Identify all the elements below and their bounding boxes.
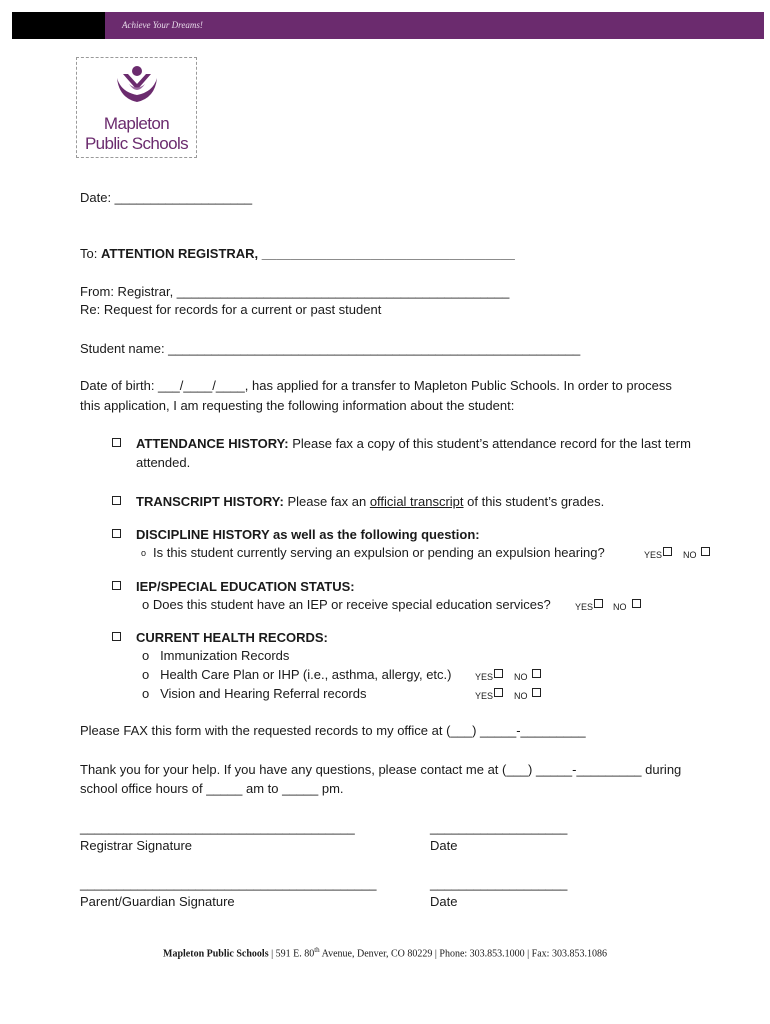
transcript-title: TRANSCRIPT HISTORY:: [136, 494, 284, 509]
discipline-yes-checkbox[interactable]: [663, 547, 672, 556]
iep-yes-label: YES: [575, 602, 594, 612]
logo-emblem-icon: [113, 64, 161, 108]
health-item-care-plan: o Health Care Plan or IHP (i.e., asthma, allergy, etc.): [142, 667, 452, 682]
parent-date-line[interactable]: ___________________: [430, 876, 568, 891]
care-plan-no-checkbox[interactable]: [532, 669, 541, 678]
transcript-checkbox[interactable]: [112, 496, 121, 505]
student-name-field: Student name: _________________________________________________________: [80, 341, 581, 356]
registrar-date-line[interactable]: ___________________: [430, 820, 568, 835]
parent-signature-label: Parent/Guardian Signature: [80, 894, 235, 909]
to-line: [80, 245, 515, 262]
parent-signature-line[interactable]: _________________________________________: [80, 876, 377, 891]
to-value: ATTENTION REGISTRAR, ___________________________________: [100, 246, 515, 261]
iep-yes-checkbox[interactable]: [594, 599, 603, 608]
footer: [0, 946, 770, 959]
dob-line-2: this application, I am requesting the following information about the student:: [80, 398, 515, 413]
re-line: Re: Request for records for a current or past student: [80, 302, 382, 317]
health-checkbox[interactable]: [112, 632, 121, 641]
discipline-no-checkbox[interactable]: [701, 547, 710, 556]
thanks-line-1: Thank you for your help. If you have any questions, please contact me at (___) _____-_________ during: [80, 762, 682, 777]
iep-no-checkbox[interactable]: [632, 599, 641, 608]
to-prefix: To:: [80, 246, 101, 261]
transcript-post: of this student’s grades.: [463, 494, 605, 509]
banner-black-block: [12, 12, 105, 39]
iep-checkbox[interactable]: [112, 581, 121, 590]
logo-line-1: Mapleton: [103, 114, 170, 133]
registrar-signature-line[interactable]: ______________________________________: [80, 820, 355, 835]
iep-no-label: NO: [613, 602, 627, 612]
vision-yes-label: YES: [475, 691, 494, 701]
thanks-line-2: school office hours of _____ am to _____ pm.: [80, 781, 344, 796]
discipline-checkbox[interactable]: [112, 529, 121, 538]
iep-title: IEP/SPECIAL EDUCATION STATUS:: [136, 579, 355, 594]
footer-address-sup: th: [314, 946, 320, 954]
footer-school-name: Mapleton Public Schools: [163, 948, 269, 960]
attendance-line-2: attended.: [136, 455, 191, 470]
footer-address-pre: | 591 E. 80: [268, 948, 315, 960]
vision-yes-checkbox[interactable]: [494, 688, 503, 697]
attendance-line-1: [136, 435, 691, 452]
health-item-immunization: o Immunization Records: [142, 648, 290, 663]
health-title: CURRENT HEALTH RECORDS:: [136, 630, 328, 645]
from-line: From: Registrar, ______________________________________________: [80, 284, 510, 299]
official-transcript-text: official transcript: [369, 494, 464, 509]
discipline-no-label: NO: [683, 550, 697, 560]
footer-address-post: Avenue, Denver, CO 80229 | Phone: 303.853.1000 | Fax: 303.853.1086: [319, 948, 607, 960]
tagline: Achieve Your Dreams!: [122, 20, 203, 30]
parent-date-label: Date: [430, 894, 458, 909]
iep-question: o Does this student have an IEP or receive special education services?: [142, 597, 551, 612]
health-item-vision: o Vision and Hearing Referral records: [142, 686, 367, 701]
transcript-line: [136, 493, 604, 510]
attendance-text: Please fax a copy of this student’s attendance record for the last term: [288, 436, 691, 451]
transcript-pre: Please fax an: [283, 494, 370, 509]
care-plan-yes-checkbox[interactable]: [494, 669, 503, 678]
vision-no-checkbox[interactable]: [532, 688, 541, 697]
date-field: Date: ___________________: [80, 190, 253, 205]
registrar-signature-label: Registrar Signature: [80, 838, 192, 853]
attendance-checkbox[interactable]: [112, 438, 121, 447]
dob-line-1: Date of birth: ___/____/____, has applied for a transfer to Mapleton Public Schools. In order to process: [80, 378, 672, 393]
fax-instruction: Please FAX this form with the requested records to my office at (___) _____-_________: [80, 723, 586, 738]
vision-no-label: NO: [514, 691, 528, 701]
header-banner: [12, 12, 764, 39]
discipline-yes-label: YES: [644, 550, 663, 560]
care-plan-yes-label: YES: [475, 672, 494, 682]
registrar-date-label: Date: [430, 838, 458, 853]
attendance-title: ATTENDANCE HISTORY:: [136, 436, 289, 451]
care-plan-no-label: NO: [514, 672, 528, 682]
discipline-bullet: o: [141, 548, 147, 558]
school-logo: [76, 57, 197, 158]
discipline-title: DISCIPLINE HISTORY as well as the following question:: [136, 527, 480, 542]
logo-line-2: Public Schools: [84, 134, 189, 153]
discipline-question: Is this student currently serving an expulsion or pending an expulsion hearing?: [153, 545, 605, 560]
